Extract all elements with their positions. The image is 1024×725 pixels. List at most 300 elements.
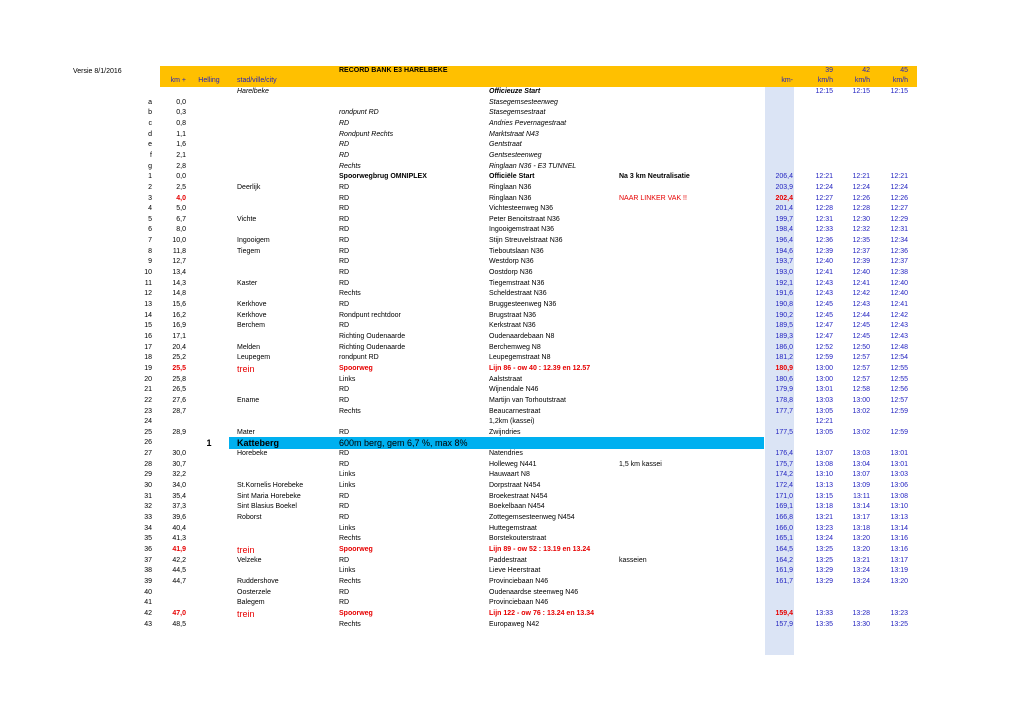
time-42: 13:02 xyxy=(852,429,870,436)
time-45: 13:14 xyxy=(890,525,908,532)
km-minus xyxy=(765,87,793,97)
city-name xyxy=(237,108,337,118)
city-name xyxy=(237,385,337,395)
street-name: Zwijndries xyxy=(489,429,521,436)
street-name: Hauwaart N8 xyxy=(489,471,530,478)
time-39: 12:15 xyxy=(815,88,833,95)
km-minus: 177,7 xyxy=(775,408,793,415)
direction: RD xyxy=(339,397,350,404)
city-name: Melden xyxy=(237,344,260,351)
km-plus: 14,8 xyxy=(172,290,186,297)
table-row xyxy=(0,119,1024,129)
time-42: 13:03 xyxy=(852,450,870,457)
street-name: Beaucarnestraat xyxy=(489,408,541,415)
note xyxy=(619,375,761,385)
table-row xyxy=(0,247,1024,257)
col-unit-3: km/h xyxy=(892,77,908,84)
note xyxy=(619,545,761,555)
direction: Rondpunt Rechts xyxy=(339,131,394,138)
time-42: 13:28 xyxy=(852,610,870,617)
city-name: Kerkhove xyxy=(237,312,267,319)
direction: RD xyxy=(339,322,350,329)
city-name: Leupegem xyxy=(237,354,271,361)
time-39: 13:05 xyxy=(815,429,833,436)
note xyxy=(619,215,761,225)
time-39: 13:21 xyxy=(815,514,833,521)
row-number: 35 xyxy=(144,535,152,542)
city-name: Kerkhove xyxy=(237,301,267,308)
city-name: Sint Maria Horebeke xyxy=(237,493,301,500)
time-42: 12:40 xyxy=(852,269,870,276)
km-plus xyxy=(160,438,186,448)
time-39: 13:33 xyxy=(815,610,833,617)
street-name: Zottegemsesteenweg N454 xyxy=(489,514,575,521)
street-name: Westdorp N36 xyxy=(489,258,534,265)
km-minus: 193,0 xyxy=(775,269,793,276)
time-39: 13:18 xyxy=(815,503,833,510)
street-name: Lijn 86 - ow 40 : 12.39 en 12.57 xyxy=(489,365,591,372)
street-name: Ringlaan N36 xyxy=(489,195,532,202)
km-minus: 180,6 xyxy=(775,376,793,383)
km-minus: 161,7 xyxy=(775,578,793,585)
km-minus xyxy=(765,588,793,598)
note xyxy=(619,289,761,299)
note xyxy=(619,279,761,289)
time-42: 12:15 xyxy=(852,88,870,95)
km-minus: 181,2 xyxy=(775,354,793,361)
note xyxy=(619,321,761,331)
time-45 xyxy=(874,119,908,129)
row-number: 23 xyxy=(144,408,152,415)
time-39: 13:03 xyxy=(815,397,833,404)
city-name xyxy=(237,289,337,299)
row-number: 2 xyxy=(148,184,152,191)
time-39: 13:23 xyxy=(815,525,833,532)
km-plus xyxy=(160,588,186,598)
city-name: St.Kornelis Horebeke xyxy=(237,482,304,489)
row-number: f xyxy=(150,152,152,159)
row-number: 5 xyxy=(148,216,152,223)
row-number: 32 xyxy=(144,503,152,510)
time-39 xyxy=(799,598,833,608)
street-name: Ringlaan N36 xyxy=(489,184,532,191)
direction: Rondpunt rechtdoor xyxy=(339,312,401,319)
time-39 xyxy=(799,98,833,108)
km-minus: 164,5 xyxy=(775,546,793,553)
time-42: 13:07 xyxy=(852,471,870,478)
row-number: d xyxy=(148,131,152,138)
km-plus: 15,6 xyxy=(172,301,186,308)
km-minus: 190,2 xyxy=(775,312,793,319)
table-row xyxy=(0,268,1024,278)
note xyxy=(619,577,761,587)
city-name xyxy=(237,172,337,182)
time-39: 13:01 xyxy=(815,386,833,393)
time-45 xyxy=(874,598,908,608)
time-42: 12:26 xyxy=(852,195,870,202)
time-45: 13:13 xyxy=(890,514,908,521)
city-name: trein xyxy=(237,609,255,619)
km-minus: 192,1 xyxy=(775,280,793,287)
time-42: 13:24 xyxy=(852,578,870,585)
km-minus xyxy=(765,151,793,161)
direction: Links xyxy=(339,525,356,532)
street-name: Ringlaan N36 - E3 TUNNEL xyxy=(489,163,577,170)
row-number: 30 xyxy=(144,482,152,489)
time-39 xyxy=(799,108,833,118)
city-name xyxy=(237,332,337,342)
time-42: 13:14 xyxy=(852,503,870,510)
note xyxy=(619,162,761,172)
km-plus: 2,8 xyxy=(176,163,186,170)
km-plus: 0,3 xyxy=(176,109,186,116)
km-minus: 165,1 xyxy=(775,535,793,542)
table-row xyxy=(0,289,1024,299)
table-row xyxy=(0,194,1024,204)
street-name: Stasegemsesteenweg xyxy=(489,99,558,106)
note: 1,5 km kassei xyxy=(619,461,662,468)
km-plus: 11,8 xyxy=(172,248,186,255)
city-name: Mater xyxy=(237,429,255,436)
direction: RD xyxy=(339,589,350,596)
time-39: 13:35 xyxy=(815,621,833,628)
time-45: 12:59 xyxy=(890,408,908,415)
direction: RD xyxy=(339,195,350,202)
col-km-minus: km- xyxy=(781,77,793,84)
direction: Links xyxy=(339,376,356,383)
time-45: 13:06 xyxy=(890,482,908,489)
km-minus: 189,5 xyxy=(775,322,793,329)
time-45: 12:38 xyxy=(890,269,908,276)
note xyxy=(619,108,761,118)
table-row xyxy=(0,343,1024,353)
row-number: 41 xyxy=(144,599,152,606)
table-row xyxy=(0,236,1024,246)
time-42 xyxy=(836,130,870,140)
row-number: 38 xyxy=(144,567,152,574)
city-name xyxy=(237,460,337,470)
row-number: 9 xyxy=(148,258,152,265)
time-45: 12:34 xyxy=(890,237,908,244)
time-45 xyxy=(874,417,908,427)
direction: Richting Oudenaarde xyxy=(339,333,406,340)
km-minus xyxy=(765,162,793,172)
row-number: 18 xyxy=(144,354,152,361)
city-name: Katteberg xyxy=(237,438,280,448)
direction: RD xyxy=(339,461,350,468)
km-plus: 20,4 xyxy=(172,344,186,351)
time-39: 12:24 xyxy=(815,184,833,191)
city-name xyxy=(237,204,337,214)
time-39: 12:45 xyxy=(815,312,833,319)
note xyxy=(619,236,761,246)
time-39: 12:43 xyxy=(815,280,833,287)
time-39 xyxy=(799,162,833,172)
km-plus xyxy=(160,417,186,427)
street-name: Gentsesteenweg xyxy=(489,152,542,159)
time-45: 12:48 xyxy=(890,344,908,351)
time-42: 12:30 xyxy=(852,216,870,223)
street-name: Leupegemstraat N8 xyxy=(489,354,551,361)
row-number: 29 xyxy=(144,471,152,478)
km-plus: 25,2 xyxy=(172,354,186,361)
street-name: Tiegemstraat N36 xyxy=(489,280,545,287)
note xyxy=(619,407,761,417)
km-plus: 17,1 xyxy=(172,333,186,340)
street-name: Oudenaardebaan N8 xyxy=(489,333,555,340)
time-42: 13:09 xyxy=(852,482,870,489)
time-39: 12:33 xyxy=(815,226,833,233)
row-number: 8 xyxy=(148,248,152,255)
km-plus: 2,1 xyxy=(176,152,186,159)
street-name: Huttegemstraat xyxy=(489,525,537,532)
note xyxy=(619,598,761,608)
row-number: a xyxy=(148,99,152,106)
city-name: Vichte xyxy=(237,216,257,223)
km-plus: 16,2 xyxy=(172,312,186,319)
street-name: Bruggesteenweg N36 xyxy=(489,301,557,308)
time-42: 13:17 xyxy=(852,514,870,521)
time-39 xyxy=(799,151,833,161)
time-39: 12:40 xyxy=(815,258,833,265)
city-name: Tiegem xyxy=(237,248,261,255)
km-plus: 35,4 xyxy=(172,493,186,500)
street-name: Berchemweg N8 xyxy=(489,344,541,351)
time-39 xyxy=(799,588,833,598)
time-42: 12:57 xyxy=(852,376,870,383)
version-label: Versie 8/1/2016 xyxy=(73,68,122,75)
time-42: 12:44 xyxy=(852,312,870,319)
table-row xyxy=(0,524,1024,534)
km-plus: 26,5 xyxy=(172,386,186,393)
time-45: 13:25 xyxy=(890,621,908,628)
street-name: Paddestraat xyxy=(489,557,527,564)
direction: RD xyxy=(339,301,350,308)
street-name: Aalststraat xyxy=(489,376,523,383)
col-km-plus: km + xyxy=(170,77,186,84)
direction: rondpunt RD xyxy=(339,354,379,361)
city-name xyxy=(237,162,337,172)
street-name: Wijnendale N46 xyxy=(489,386,539,393)
city-name xyxy=(237,620,337,630)
direction: RD xyxy=(339,450,350,457)
time-39: 13:29 xyxy=(815,578,833,585)
note xyxy=(619,300,761,310)
direction: Links xyxy=(339,471,356,478)
table-row xyxy=(0,385,1024,395)
city-name: Ruddershove xyxy=(237,578,279,585)
direction: Spoorweg xyxy=(339,610,373,617)
km-plus: 10,0 xyxy=(172,237,186,244)
time-45: 12:26 xyxy=(890,195,908,202)
table-row xyxy=(0,162,1024,172)
row-number: 12 xyxy=(144,290,152,297)
table-row xyxy=(0,311,1024,321)
row-number: 42 xyxy=(144,610,152,617)
table-row xyxy=(0,151,1024,161)
time-42 xyxy=(836,140,870,150)
street-name: Provinciebaan N46 xyxy=(489,599,549,606)
note xyxy=(619,470,761,480)
time-39: 12:31 xyxy=(815,216,833,223)
row-number: 26 xyxy=(144,439,152,446)
street-name: Boekelbaan N454 xyxy=(489,503,545,510)
direction xyxy=(339,417,487,427)
header-row-columns xyxy=(0,76,1024,86)
time-45: 12:41 xyxy=(890,301,908,308)
street-name: Lieve Heerstraat xyxy=(489,567,541,574)
row-number xyxy=(128,87,152,97)
table-row xyxy=(0,417,1024,427)
street-name: Vichtesteenweg N36 xyxy=(489,205,554,212)
street-name: Kerkstraat N36 xyxy=(489,322,536,329)
note xyxy=(619,268,761,278)
km-minus: 174,2 xyxy=(775,471,793,478)
direction: RD xyxy=(339,248,350,255)
row-number: 43 xyxy=(144,621,152,628)
row-number: 39 xyxy=(144,578,152,585)
direction: RD xyxy=(339,216,350,223)
km-plus: 0,8 xyxy=(176,120,186,127)
time-39: 12:21 xyxy=(815,173,833,180)
table-row xyxy=(0,353,1024,363)
km-minus: 175,7 xyxy=(775,461,793,468)
note xyxy=(619,449,761,459)
km-minus: 194,6 xyxy=(775,248,793,255)
km-plus: 4,0 xyxy=(176,195,186,202)
time-42: 13:18 xyxy=(852,525,870,532)
km-minus: 206,4 xyxy=(775,173,793,180)
direction: RD xyxy=(339,557,350,564)
time-45: 12:56 xyxy=(890,386,908,393)
table-row xyxy=(0,460,1024,470)
city-name xyxy=(237,225,337,235)
time-42: 13:11 xyxy=(853,493,870,500)
time-45: 12:27 xyxy=(890,205,908,212)
time-39: 12:52 xyxy=(815,344,833,351)
km-minus: 203,9 xyxy=(775,184,793,191)
table-row xyxy=(0,545,1024,555)
km-plus: 2,5 xyxy=(176,184,186,191)
row-number: 19 xyxy=(144,365,152,372)
km-minus: 193,7 xyxy=(775,258,793,265)
km-minus: 178,8 xyxy=(775,397,793,404)
table-row xyxy=(0,130,1024,140)
km-minus: 198,4 xyxy=(775,226,793,233)
km-plus: 1,6 xyxy=(176,141,186,148)
time-45 xyxy=(874,108,908,118)
km-minus xyxy=(765,417,793,427)
time-45 xyxy=(874,98,908,108)
note xyxy=(619,364,761,374)
speed-45: 45 xyxy=(900,67,908,74)
time-42 xyxy=(836,588,870,598)
km-minus xyxy=(765,140,793,150)
direction: RD xyxy=(339,120,350,127)
km-plus: 37,3 xyxy=(172,503,186,510)
row-number: 3 xyxy=(148,195,152,202)
street-name: Martijn van Torhoutstraat xyxy=(489,397,566,404)
direction: RD xyxy=(339,184,350,191)
row-number: 22 xyxy=(144,397,152,404)
city-name xyxy=(237,268,337,278)
table-row xyxy=(0,556,1024,566)
note xyxy=(619,524,761,534)
time-42 xyxy=(836,598,870,608)
time-45: 12:55 xyxy=(890,365,908,372)
table-row xyxy=(0,513,1024,523)
km-plus: 44,7 xyxy=(172,578,186,585)
time-42: 13:24 xyxy=(852,567,870,574)
table-row xyxy=(0,257,1024,267)
time-42: 12:57 xyxy=(852,354,870,361)
direction: rondpunt RD xyxy=(339,109,379,116)
street-name: Gentstraat xyxy=(489,141,522,148)
time-42 xyxy=(836,438,870,448)
time-42 xyxy=(836,417,870,427)
table-row xyxy=(0,481,1024,491)
time-39: 13:24 xyxy=(815,535,833,542)
km-minus xyxy=(765,119,793,129)
street-name: Oostdorp N36 xyxy=(489,269,533,276)
km-plus: 0,0 xyxy=(176,173,186,180)
time-39: 13:25 xyxy=(815,546,833,553)
street-name: Officieuze Start xyxy=(489,88,541,95)
city-name xyxy=(237,470,337,480)
km-plus: 40,4 xyxy=(172,525,186,532)
city-name xyxy=(237,140,337,150)
row-number: e xyxy=(148,141,152,148)
note xyxy=(619,609,761,619)
table-row xyxy=(0,225,1024,235)
km-minus xyxy=(765,130,793,140)
note xyxy=(619,130,761,140)
direction: RD xyxy=(339,514,350,521)
km-minus: 196,4 xyxy=(775,237,793,244)
km-minus: 157,9 xyxy=(775,621,793,628)
street-name: 1,2km (kassei) xyxy=(489,418,535,425)
table-row xyxy=(0,396,1024,406)
street-name: Tieboutslaan N36 xyxy=(489,248,544,255)
direction: RD xyxy=(339,141,350,148)
row-number: 14 xyxy=(144,312,152,319)
row-number: 11 xyxy=(144,280,152,287)
row-number: 37 xyxy=(144,557,152,564)
table-row xyxy=(0,215,1024,225)
note xyxy=(619,225,761,235)
km-plus xyxy=(160,87,186,97)
km-minus: 166,0 xyxy=(775,525,793,532)
street-name: Provinciebaan N46 xyxy=(489,578,549,585)
km-plus: 5,0 xyxy=(176,205,186,212)
km-minus: 201,4 xyxy=(775,205,793,212)
note: Na 3 km Neutralisatie xyxy=(619,173,690,180)
time-45: 13:16 xyxy=(890,546,908,553)
km-plus: 32,2 xyxy=(172,471,186,478)
km-minus xyxy=(765,108,793,118)
col-unit-2: km/h xyxy=(854,77,870,84)
row-number: 31 xyxy=(144,493,152,500)
city-name: Kaster xyxy=(237,280,258,287)
note xyxy=(619,98,761,108)
time-45: 12:37 xyxy=(890,258,908,265)
time-39 xyxy=(799,438,833,448)
row-number: 24 xyxy=(144,418,152,425)
time-39: 12:47 xyxy=(815,322,833,329)
time-42: 12:35 xyxy=(852,237,870,244)
street-name: Natendries xyxy=(489,450,523,457)
km-plus: 6,7 xyxy=(176,216,186,223)
